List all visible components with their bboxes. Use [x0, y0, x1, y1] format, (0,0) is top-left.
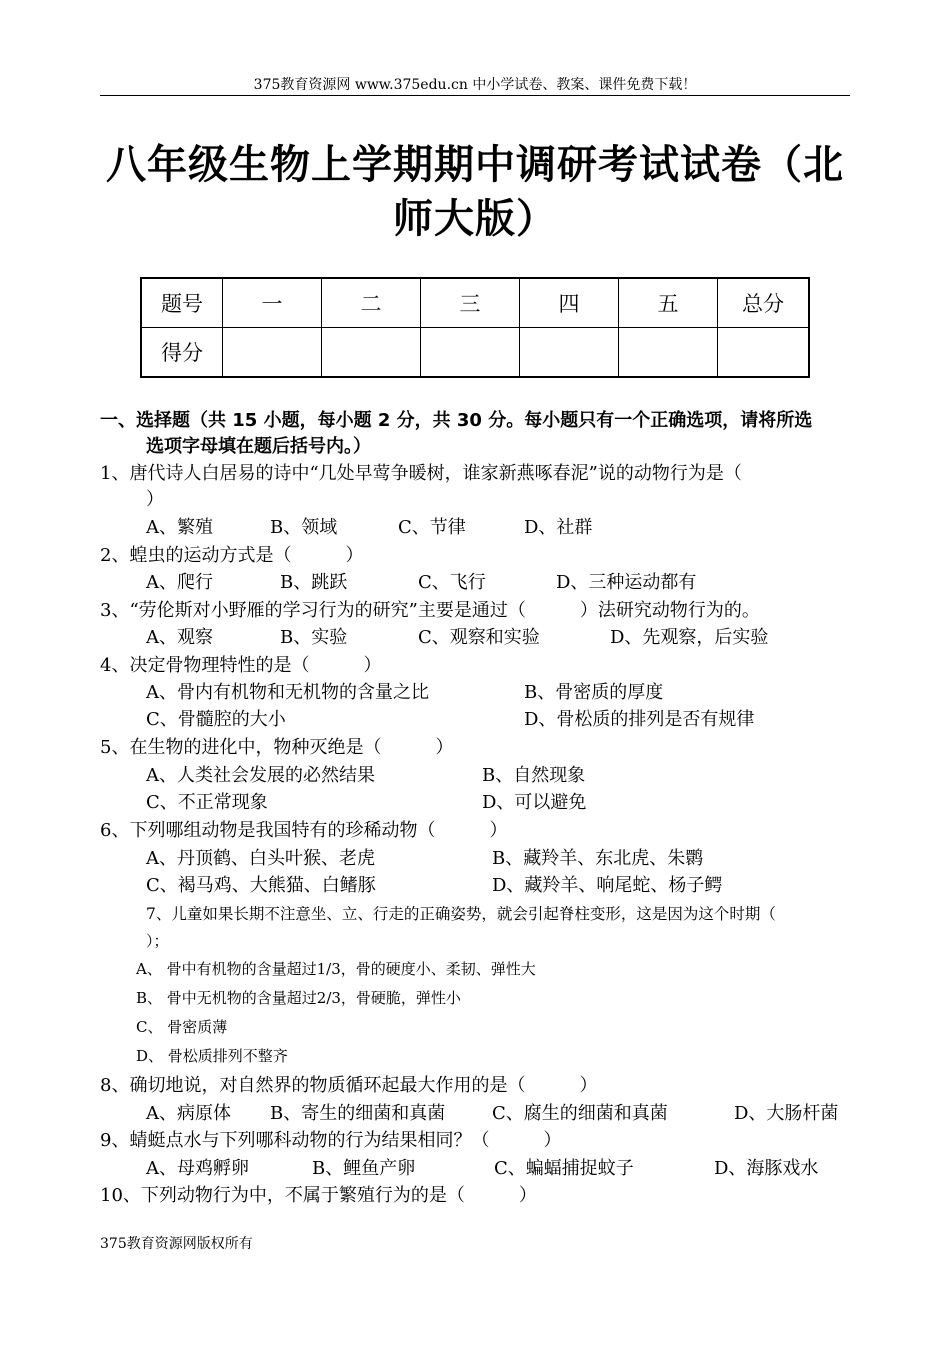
question-stem: 3、“劳伦斯对小野雁的学习行为的研究”主要是通过（ ）法研究动物行为的。: [100, 600, 760, 621]
option-a: A、人类社会发展的必然结果: [146, 765, 375, 786]
score-table: [140, 277, 810, 378]
question-stem: 1、唐代诗人白居易的诗中“几处早莺争暖树，谁家新燕啄春泥”说的动物行为是（: [100, 463, 742, 484]
question-stem: 7、儿童如果长期不注意坐、立、行走的正确姿势，就会引起脊柱变形，这是因为这个时期（: [146, 905, 776, 923]
option-b: B、实验: [280, 627, 348, 648]
score-row-label: 得分: [141, 328, 223, 378]
option-d: D、 骨松质排列不整齐: [136, 1047, 288, 1065]
section-heading-line2: 选项字母填在题后括号内。）: [146, 436, 371, 457]
score-cell[interactable]: [322, 328, 421, 378]
question-stem: 5、在生物的进化中，物种灭绝是（ ）: [100, 737, 454, 758]
option-d: D、骨松质的排列是否有规律: [524, 709, 755, 730]
option-b: B、寄生的细菌和真菌: [270, 1103, 446, 1124]
score-cell[interactable]: [520, 328, 619, 378]
question-stem: 2、蝗虫的运动方式是（ ）: [100, 545, 364, 566]
option-c: C、节律: [398, 517, 466, 538]
option-c: C、 骨密质薄: [136, 1018, 228, 1036]
option-b: B、跳跃: [280, 572, 348, 593]
score-header-cell: 四: [520, 278, 619, 328]
option-a: A、 骨中有机物的含量超过1/3，骨的硬度小、柔韧、弹性大: [136, 960, 536, 978]
option-a: A、母鸡孵卵: [146, 1158, 249, 1179]
exam-title-line2: 师大版）: [393, 196, 557, 242]
score-header-cell: 一: [223, 278, 322, 328]
exam-title-line1: 八年级生物上学期期中调研考试试卷（北: [106, 142, 844, 188]
option-c: C、飞行: [418, 572, 486, 593]
option-c: C、骨髓腔的大小: [146, 709, 286, 730]
option-c: C、不正常现象: [146, 792, 268, 813]
option-c: C、褐马鸡、大熊猫、白鳍豚: [146, 875, 376, 896]
option-b: B、自然现象: [482, 765, 586, 786]
score-cell[interactable]: [223, 328, 322, 378]
option-a: A、观察: [146, 627, 213, 648]
option-d: D、先观察，后实验: [610, 627, 769, 648]
section-heading-line1: 一、选择题（共 15 小题，每小题 2 分，共 30 分。每小题只有一个正确选项，请将所选: [100, 410, 813, 431]
score-header-cell: 五: [619, 278, 718, 328]
option-c: C、蝙蝠捕捉蚊子: [494, 1158, 634, 1179]
score-cell[interactable]: [619, 328, 718, 378]
option-a: A、爬行: [146, 572, 213, 593]
exam-title: [100, 138, 850, 246]
option-d: D、海豚戏水: [714, 1158, 819, 1179]
option-b: B、藏羚羊、东北虎、朱鹮: [492, 848, 704, 869]
question-stem-cont: ）；: [146, 932, 169, 950]
score-header-cell: 总分: [718, 278, 810, 328]
score-cell[interactable]: [421, 328, 520, 378]
option-d: D、三种运动都有: [556, 572, 697, 593]
score-header-cell: 二: [322, 278, 421, 328]
question-stem: 10、下列动物行为中，不属于繁殖行为的是（ ）: [100, 1185, 537, 1206]
option-a: A、繁殖: [146, 517, 213, 538]
option-a: A、丹顶鹤、白头叶猴、老虎: [146, 848, 375, 869]
option-b: B、骨密质的厚度: [524, 682, 664, 703]
question-stem: 9、蜻蜓点水与下列哪科动物的行为结果相同？（ ）: [100, 1130, 562, 1151]
option-b: B、 骨中无机物的含量超过2/3，骨硬脆，弹性小: [136, 989, 461, 1007]
question-stem: 4、决定骨物理特性的是（ ）: [100, 655, 382, 676]
score-table-header-row: [141, 278, 809, 328]
section-heading: [100, 408, 860, 460]
option-b: B、领域: [270, 517, 338, 538]
page-header: 375教育资源网 www.375edu.cn 中小学试卷、教案、课件免费下载！: [253, 77, 697, 93]
page-footer: 375教育资源网版权所有: [100, 1236, 253, 1252]
score-header-cell: 题号: [141, 278, 223, 328]
option-d: D、社群: [524, 517, 593, 538]
option-c: C、观察和实验: [418, 627, 540, 648]
option-a: A、病原体: [146, 1103, 231, 1124]
option-c: C、腐生的细菌和真菌: [492, 1103, 668, 1124]
score-table-score-row: [141, 328, 809, 378]
score-header-cell: 三: [421, 278, 520, 328]
option-d: D、藏羚羊、响尾蛇、杨子鳄: [492, 875, 723, 896]
option-d: D、可以避免: [482, 792, 587, 813]
question-stem-cont: ）: [146, 489, 164, 510]
option-a: A、骨内有机物和无机物的含量之比: [146, 682, 429, 703]
score-cell[interactable]: [718, 328, 810, 378]
option-d: D、大肠杆菌: [734, 1103, 839, 1124]
question-stem: 6、下列哪组动物是我国特有的珍稀动物（ ）: [100, 820, 508, 841]
header-rule: [100, 95, 850, 96]
option-b: B、鲤鱼产卵: [312, 1158, 416, 1179]
question-stem: 8、确切地说，对自然界的物质循环起最大作用的是（ ）: [100, 1075, 598, 1096]
